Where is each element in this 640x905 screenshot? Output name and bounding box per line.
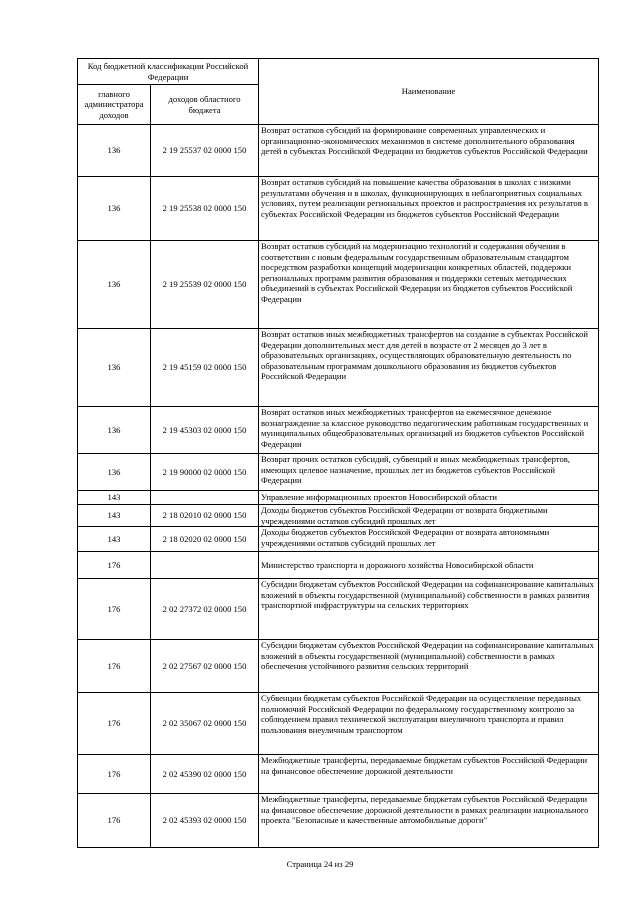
admin-code-cell: 136 <box>78 329 151 407</box>
header-name: Наименование <box>259 59 599 125</box>
admin-code-cell: 176 <box>78 755 151 794</box>
admin-code-cell: 136 <box>78 177 151 241</box>
table-row <box>78 241 599 329</box>
table-row <box>78 527 599 552</box>
revenue-code-cell <box>151 491 259 505</box>
admin-code-cell: 136 <box>78 125 151 177</box>
name-cell: Межбюджетные трансферты, передаваемые бюджетам субъектов Российской Федерации на финансовое обеспечение дорожной деятельности в рамках реализации национального проекта "Безопасные и качественные автомобильные дороги" <box>259 794 599 848</box>
revenue-code-cell: 2 19 25538 02 0000 150 <box>151 177 259 241</box>
admin-code-cell: 143 <box>78 527 151 552</box>
table-row <box>78 579 599 640</box>
name-cell: Доходы бюджетов субъектов Российской Федерации от возврата бюджетными учреждениями остатков субсидий прошлых лет <box>259 505 599 527</box>
admin-code-cell: 176 <box>78 552 151 579</box>
header-code: доходов областного бюджета <box>151 85 259 125</box>
name-cell: Возврат остатков субсидий на повышение качества образования в школах с низкими результатами обучения и в школах, функционирующих в неблагоприятных социальных условиях, путем реализации региональных проектов и распространения их результатов в субъектах Российской Федерации из бюджетов субъектов Российской Федерации <box>259 177 599 241</box>
revenue-code-cell <box>151 552 259 579</box>
table-row <box>78 454 599 491</box>
table-row <box>78 491 599 505</box>
name-cell: Возврат остатков иных межбюджетных трансфертов на создание в субъектах Российской Федерации дополнительных мест для детей в возрасте от 2 месяцев до 3 лет в образовательных организациях, осуществляющих образовательную деятельность по образовательным программам дошкольного образования из бюджетов субъектов Российской Федерации <box>259 329 599 407</box>
revenue-code-cell: 2 19 45159 02 0000 150 <box>151 329 259 407</box>
revenue-code-cell: 2 19 25539 02 0000 150 <box>151 241 259 329</box>
name-cell: Межбюджетные трансферты, передаваемые бюджетам субъектов Российской Федерации на финансовое обеспечение дорожной деятельности <box>259 755 599 794</box>
table-row <box>78 794 599 848</box>
name-cell: Субвенции бюджетам субъектов Российской Федерации на осуществление переданных полномочий Российской Федерации по федеральному государственному контролю за соблюдением правил технической эксплуатации внеуличного транспорта и правил пользования внеуличным транспортом <box>259 693 599 755</box>
name-cell: Управление информационных проектов Новосибирской области <box>259 491 599 505</box>
name-cell: Возврат прочих остатков субсидий, субвенций и иных межбюджетных трансфертов, имеющих целевое назначение, прошлых лет из бюджетов субъектов Российской Федерации <box>259 454 599 491</box>
revenue-code-cell: 2 02 27372 02 0000 150 <box>151 579 259 640</box>
table-row <box>78 552 599 579</box>
admin-code-cell: 136 <box>78 454 151 491</box>
name-cell: Субсидии бюджетам субъектов Российской Федерации на софинансирование капитальных вложений в объекты государственной (муниципальной) собственности в рамках развития транспортной инфраструктуры на сельских территориях <box>259 579 599 640</box>
page-number: Страница 24 из 29 <box>286 859 354 869</box>
admin-code-cell: 176 <box>78 579 151 640</box>
admin-code-cell: 136 <box>78 241 151 329</box>
name-cell: Возврат остатков субсидий на модернизацию технологий и содержания обучения в соответствии с новым федеральным государственным образовательным стандартом посредством разработки концепций модернизации конкретных областей, поддержки региональных программ развития образования и поддержки сетевых методических объединений в субъектах Российской Федерации из бюджетов субъектов Российской Федерации <box>259 241 599 329</box>
admin-code-cell: 143 <box>78 491 151 505</box>
revenue-code-cell: 2 18 02020 02 0000 150 <box>151 527 259 552</box>
name-cell: Возврат остатков субсидий на формирование современных управленческих и организационно-экономических механизмов в системе дополнительного образования детей в субъектах Российской Федерации из бюджетов субъектов Российской Федерации <box>259 125 599 177</box>
revenue-code-cell: 2 18 02010 02 0000 150 <box>151 505 259 527</box>
revenue-code-cell: 2 19 25537 02 0000 150 <box>151 125 259 177</box>
admin-code-cell: 176 <box>78 693 151 755</box>
budget-classification-table <box>77 58 599 848</box>
table-row <box>78 177 599 241</box>
admin-code-cell: 136 <box>78 407 151 454</box>
revenue-code-cell: 2 19 90000 02 0000 150 <box>151 454 259 491</box>
table-row <box>78 755 599 794</box>
table-row <box>78 693 599 755</box>
revenue-code-cell: 2 02 45390 02 0000 150 <box>151 755 259 794</box>
name-cell: Доходы бюджетов субъектов Российской Федерации от возврата автономными учреждениями остатков субсидий прошлых лет <box>259 527 599 552</box>
revenue-code-cell: 2 02 45393 02 0000 150 <box>151 794 259 848</box>
table-row <box>78 505 599 527</box>
name-cell: Возврат остатков иных межбюджетных трансфертов на ежемесячное денежное вознаграждение за классное руководство педагогическим работникам государственных и муниципальных общеобразовательных организаций из бюджетов субъектов Российской Федерации <box>259 407 599 454</box>
admin-code-cell: 143 <box>78 505 151 527</box>
revenue-code-cell: 2 19 45303 02 0000 150 <box>151 407 259 454</box>
revenue-code-cell: 2 02 35067 02 0000 150 <box>151 693 259 755</box>
admin-code-cell: 176 <box>78 640 151 693</box>
admin-code-cell: 176 <box>78 794 151 848</box>
table-row <box>78 329 599 407</box>
table-body <box>78 125 599 848</box>
header-admin: главного администратора доходов <box>78 85 151 125</box>
revenue-code-cell: 2 02 27567 02 0000 150 <box>151 640 259 693</box>
table-row <box>78 125 599 177</box>
table-row <box>78 407 599 454</box>
name-cell: Субсидии бюджетам субъектов Российской Федерации на софинансирование капитальных вложений в объекты государственной (муниципальной) собственности в рамках обеспечения устойчивого развития сельских территорий <box>259 640 599 693</box>
header-group: Код бюджетной классификации Российской Федерации <box>78 59 259 85</box>
table-row <box>78 640 599 693</box>
name-cell: Министерство транспорта и дорожного хозяйства Новосибирской области <box>259 552 599 579</box>
